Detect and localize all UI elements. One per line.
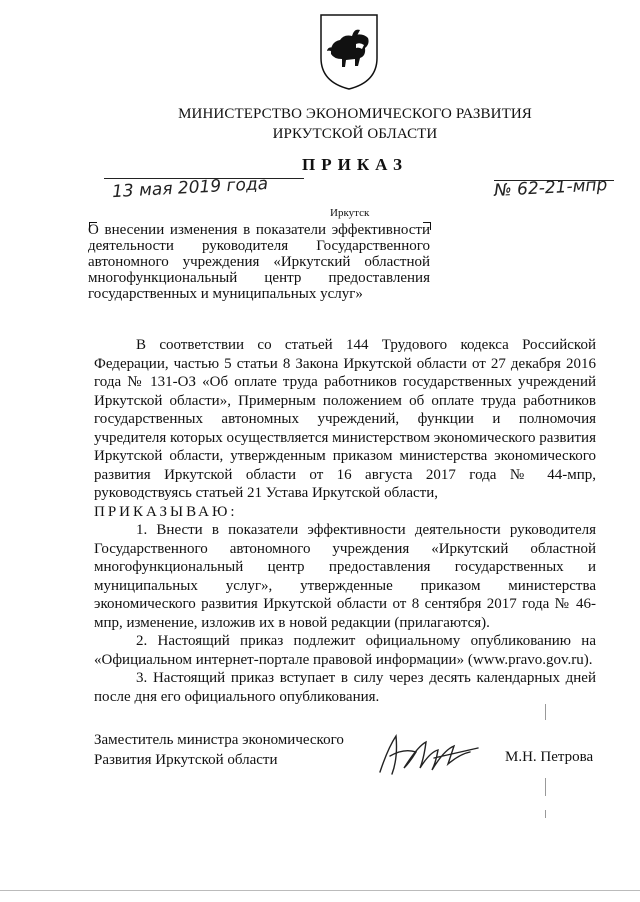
preamble-paragraph: В соответствии со статьей 144 Трудового кодекса Российской Федерации, частью 5 статьи 8 Закона Иркутской области от 27 декабря 2016 года № 131-ОЗ «Об оплате труда работников государственных учреждений Иркутской области», Примерным положением об оплате труда работников государственных автономных учреждений, функции и полномочия учредителя которых осуществляется министерством экономического развития Иркутской области, утвержденным приказом министерства экономического развития Иркутской области от 16 августа 2017 года № 44-мпр, руководствуясь статьей 21 Устава Иркутской области, [94, 337, 596, 501]
ministry-name-line1: МИНИСТЕРСТВО ЭКОНОМИЧЕСКОГО РАЗВИТИЯ [178, 106, 532, 122]
order-subject: О внесении изменения в показатели эффективности деятельности руководителя Государственного автономного учреждения «Иркутский областной многофункциональный центр предоставления государственных и муниципальных услуг» [88, 222, 430, 302]
coat-of-arms-icon [318, 12, 380, 92]
handwritten-signature-icon [374, 728, 484, 780]
margin-mark [545, 704, 546, 720]
order-body [94, 336, 596, 706]
signer-position-line1: Заместитель министра экономического [94, 732, 344, 748]
signer-position [94, 730, 344, 770]
order-item-3: 3. Настоящий приказ вступает в силу через десять календарных дней после дня его официального опубликования. [94, 670, 596, 705]
city-label: Иркутск [330, 207, 370, 219]
order-word: ПРИКАЗЫВАЮ: [94, 503, 238, 520]
handwritten-date: 13 мая 2019 года [111, 173, 269, 203]
scan-edge-line [0, 890, 640, 891]
margin-mark [545, 810, 546, 818]
signer-name: М.Н. Петрова [505, 749, 594, 765]
handwritten-number: № 62-21-мпр [493, 175, 608, 201]
margin-mark [545, 778, 546, 796]
ministry-name-line2: ИРКУТСКОЙ ОБЛАСТИ [272, 126, 438, 142]
order-item-1: 1. Внести в показатели эффективности деятельности руководителя Государственного автономного учреждения «Иркутский областной многофункциональный центр предоставления государственных и муниципальных услуг», утвержденные приказом министерства экономического развития Иркутской области от 8 сентября 2017 года № 46-мпр, изменение, изложив их в новой редакции (прилагаются). [94, 522, 596, 631]
signer-position-line2: Развития Иркутской области [94, 752, 278, 768]
order-item-2: 2. Настоящий приказ подлежит официальному опубликованию на «Официальном интернет-портале правовой информации» (www.pravo.gov.ru). [94, 633, 596, 668]
document-title: ПРИКАЗ [302, 155, 408, 174]
